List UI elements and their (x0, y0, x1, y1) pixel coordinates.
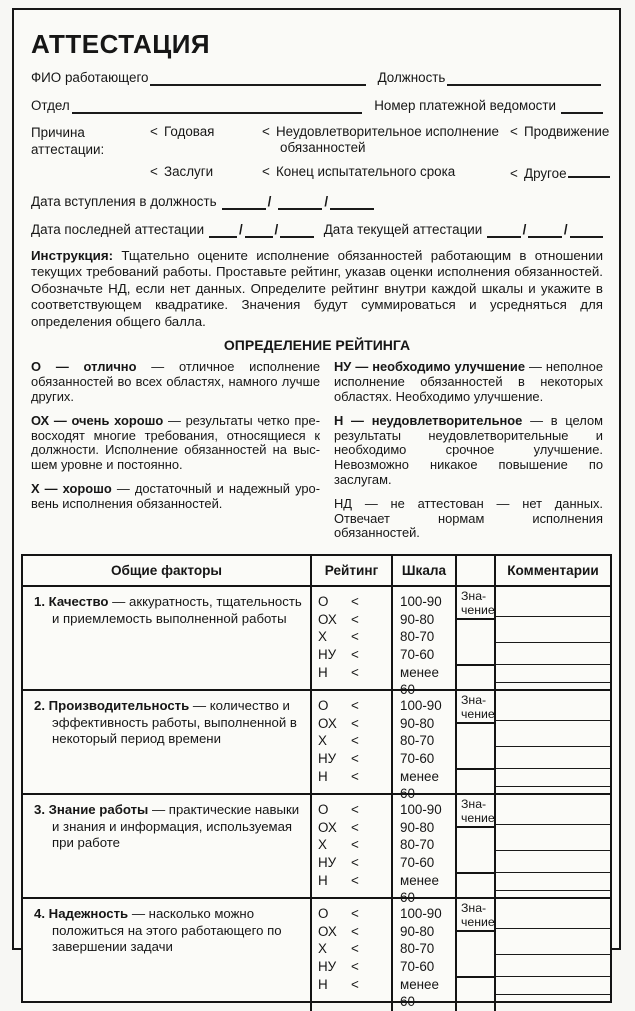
date-last-label: Дата последней аттестации (31, 221, 205, 237)
date-blank (278, 196, 322, 210)
check-marker: < (351, 594, 359, 610)
date-entry-label: Дата вступления в должность (31, 193, 217, 209)
comment-line (496, 746, 610, 747)
comment-line (496, 954, 610, 955)
rating-legend (31, 360, 603, 550)
comment-line (496, 642, 610, 643)
rating-cell: О < ОХ < Х < НУ < Н < (312, 691, 393, 803)
date-current-label: Дата текущей аттестации (323, 221, 483, 237)
check-marker: < (351, 629, 359, 645)
check-marker: < (351, 959, 359, 975)
check-marker: < (351, 923, 359, 939)
value-divider (455, 976, 496, 978)
legend-item-unsatisfactory: Н — неудовлетворительное — в целом результаты неудовлетворительные и необходимо срочное улучшение. Невозможно никакое повышение по заслугам. (334, 412, 603, 488)
check-marker: < (351, 802, 359, 818)
date-blank (209, 224, 237, 238)
comment-line (496, 664, 610, 665)
rating-table (21, 554, 612, 1010)
scale-cell: 100-90 90-80 80-70 70-60 менее 60 (393, 587, 457, 699)
rating-cell: О < ОХ < Х < НУ < Н < (312, 795, 393, 907)
check-marker: < (262, 164, 270, 179)
scale-cell: 100-90 90-80 80-70 70-60 менее 60 (393, 899, 457, 1011)
comments-cell (496, 587, 610, 699)
date-blank (330, 196, 374, 210)
value-divider (455, 618, 496, 620)
instruction-paragraph: Инструкция: Тщательно оцените исполнение обязанностей работающим в отношении текущих требований работы. Проставьте рейтинг, указав оценки исполнения обязанностей. Обозначьте НД, если нет данных. Определите рейтинг внутри каждой шкалы и укажите в соответствующем квадратике. Значения будут суммироваться и усредняться для определения общего балла. (31, 247, 603, 329)
check-marker: < (351, 664, 359, 680)
table-row-job-knowledge (23, 795, 610, 906)
factor-cell: 3. Знание работы — практические навыки и знания и информация, используемая при работе (23, 795, 312, 907)
value-divider (455, 664, 496, 666)
comment-line (496, 682, 610, 683)
fio-blank-line (150, 71, 365, 86)
legend-column-right (334, 360, 603, 550)
scale-cell: 100-90 90-80 80-70 70-60 менее 60 (393, 795, 457, 907)
legend-item-very-good: ОХ — очень хорошо — результаты четко превосходят многие требования, относящиеся к должности. Исполнение обязанностей на высшем уровне и постоянно. (31, 412, 320, 473)
comment-line (496, 768, 610, 769)
check-marker: < (351, 751, 359, 767)
check-marker: < (351, 715, 359, 731)
reason-label: Причина аттестации: (31, 125, 105, 157)
comment-line (496, 824, 610, 825)
value-divider (455, 930, 496, 932)
value-divider (455, 768, 496, 770)
date-blank (570, 224, 603, 238)
comment-line (496, 890, 610, 891)
check-marker: < (351, 906, 359, 922)
check-marker: < (150, 164, 158, 179)
comment-line (496, 928, 610, 929)
factor-cell: 1. Качество — аккуратность, тщательность и приемлемость выполненной работы (23, 587, 312, 699)
attestation-reason-section (31, 124, 610, 182)
comment-line (496, 786, 610, 787)
comment-line (496, 616, 610, 617)
table-row-quality (23, 587, 610, 698)
reason-item-promotion: < Продвижение (510, 124, 610, 139)
check-marker: < (351, 941, 359, 957)
table-header-row (23, 556, 610, 587)
value-divider (455, 826, 496, 828)
other-blank-line (568, 164, 610, 178)
date-blank (280, 224, 313, 238)
department-blank-line (72, 99, 362, 114)
instruction-label: Инструкция: (31, 247, 114, 263)
check-marker: < (351, 698, 359, 714)
date-entry-row: Дата вступления в должность / / (31, 194, 603, 210)
value-cell: Зна- чение (457, 587, 496, 699)
legend-item-good: Х — хорошо — достаточный и надежный уровень исполнения обязанностей. (31, 481, 321, 511)
check-marker: < (351, 733, 359, 749)
department-payroll-row (31, 98, 603, 114)
table-row-reliability (23, 899, 610, 1010)
fio-label: ФИО работающего (31, 70, 149, 85)
reason-item-annual: < Годовая (150, 124, 215, 139)
check-marker: < (351, 976, 359, 992)
comments-cell (496, 795, 610, 907)
rating-cell: О < ОХ < Х < НУ < Н < (312, 587, 393, 699)
payroll-label: Номер платежной ведомости (374, 98, 556, 113)
legend-item-excellent: О — отлично — отличное исполнение обязанностей во всех областях, намного лучше других. (31, 359, 320, 405)
check-marker: < (351, 611, 359, 627)
factor-cell: 4. Надежность — насколько можно положиться на этого работающего по завершении задачи (23, 899, 312, 1011)
check-marker: < (510, 166, 518, 181)
rating-cell: О < ОХ < Х < НУ < Н < (312, 899, 393, 1011)
value-divider (455, 872, 496, 874)
comment-line (496, 850, 610, 851)
legend-column-left (31, 360, 320, 550)
date-last-current-row: Дата последней аттестации / / Дата текущей аттестации / / (31, 222, 603, 238)
check-marker: < (351, 837, 359, 853)
check-marker: < (351, 872, 359, 888)
check-marker: < (150, 124, 158, 139)
comment-line (496, 872, 610, 873)
payroll-blank-line (561, 100, 603, 114)
table-header-scale: Шкала (393, 556, 457, 585)
check-marker: < (351, 647, 359, 663)
form-page-frame (12, 8, 621, 1010)
table-header-rating: Рейтинг (312, 556, 393, 585)
check-marker: < (351, 819, 359, 835)
page-title: АТТЕСТАЦИЯ (31, 29, 211, 59)
value-cell: Зна- чение (457, 691, 496, 803)
table-header-factors: Общие факторы (23, 556, 312, 585)
comment-line (496, 994, 610, 995)
date-blank (487, 224, 520, 238)
reason-item-merit: < Заслуги (150, 164, 214, 179)
value-cell: Зна- чение (457, 899, 496, 1011)
date-blank (245, 224, 273, 238)
check-marker: < (510, 124, 518, 139)
table-header-value (457, 556, 496, 585)
rating-definition-heading: ОПРЕДЕЛЕНИЕ РЕЙТИНГА (223, 337, 411, 354)
value-cell: Зна- чение (457, 795, 496, 907)
comment-line (496, 976, 610, 977)
legend-item-needs-improvement: НУ — необходимо улучшение — неполное исполнение обязанностей в некоторых областях. Необходимо улучшение. (334, 359, 604, 405)
date-blank (528, 224, 561, 238)
position-blank-line (447, 71, 601, 86)
comments-cell (496, 899, 610, 1011)
check-marker: < (262, 124, 270, 139)
scale-cell: 100-90 90-80 80-70 70-60 менее 60 (393, 691, 457, 803)
factor-cell: 2. Производительность — количество и эффективность работы, выполненной в некоторый период времени (23, 691, 312, 803)
check-marker: < (351, 855, 359, 871)
table-row-productivity (23, 691, 610, 802)
fio-position-row (31, 70, 603, 86)
reason-item-probation-end: < Конец испытательного срока (262, 164, 456, 179)
reason-item-other: < Другое (510, 164, 613, 182)
check-marker: < (351, 768, 359, 784)
value-divider (455, 722, 496, 724)
table-header-comments: Комментарии (507, 563, 599, 579)
comments-cell (496, 691, 610, 803)
comment-line (496, 720, 610, 721)
reason-item-unsatisfactory: < Неудовлетворительное исполнение обязанностей (262, 124, 499, 155)
legend-item-not-attested: НД — не аттестован — нет данных. Отвечает нормам исполнения обязанностей. (334, 495, 604, 541)
date-blank (222, 196, 266, 210)
position-label: Должность (377, 70, 446, 85)
department-label: Отдел (31, 98, 70, 113)
